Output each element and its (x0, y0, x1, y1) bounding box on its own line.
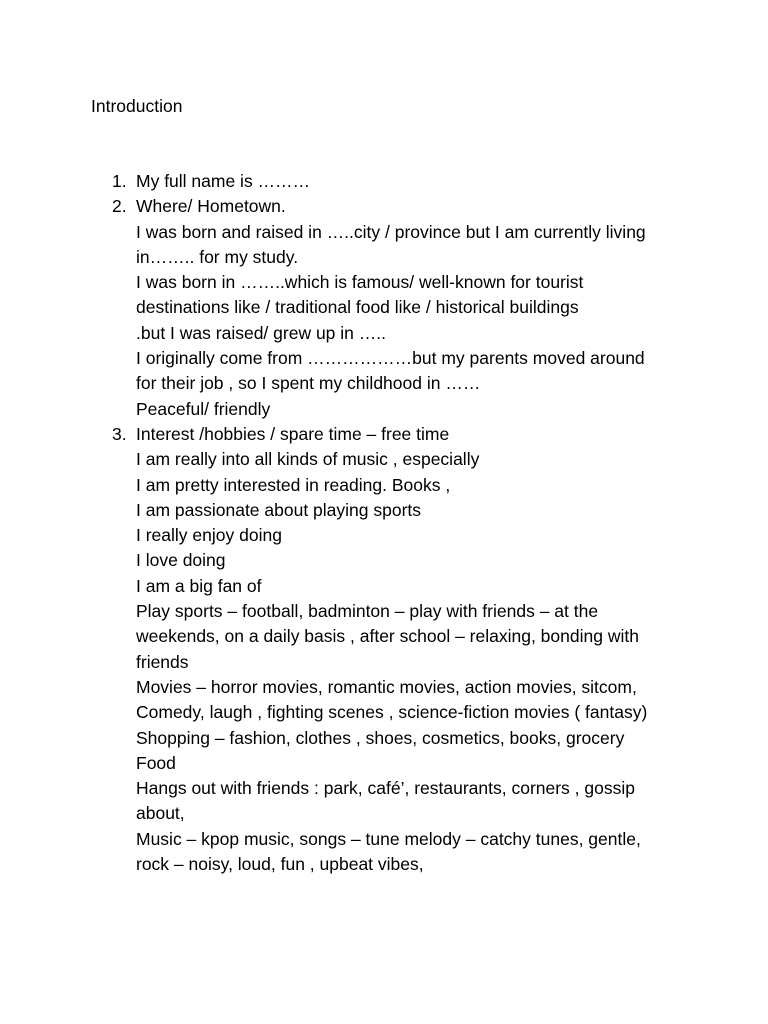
text-line: I really enjoy doing (136, 525, 282, 546)
text-line: Where/ Hometown. (136, 196, 286, 217)
text-line: I was born in ……..which is famous/ well-known for tourist (136, 272, 584, 293)
text-line: I originally come from ………………but my parents moved around (136, 348, 645, 369)
text-line: Food (136, 752, 176, 773)
text-line: Shopping – fashion, clothes , shoes, cosmetics, books, grocery (136, 727, 625, 748)
text-line: I am a big fan of (136, 575, 262, 596)
text-line: for their job , so I spent my childhood in …… (136, 373, 481, 394)
text-line: Peaceful/ friendly (136, 398, 271, 419)
text-line: Play sports – football, badminton – play with friends – at the (136, 601, 599, 622)
text-line: I love doing (136, 550, 226, 571)
text-line: Interest /hobbies / spare time – free time (136, 423, 450, 444)
text-line: Comedy, laugh , fighting scenes , science-fiction movies ( fantasy) (136, 702, 648, 723)
text-line: about, (136, 803, 185, 824)
text-line: .but I was raised/ grew up in ….. (136, 322, 386, 343)
text-line: rock – noisy, loud, fun , upbeat vibes, (136, 854, 424, 875)
text-line: Movies – horror movies, romantic movies, action movies, sitcom, (136, 676, 637, 697)
list-item-2 (0, 194, 768, 422)
text-line: weekends, on a daily basis , after school – relaxing, bonding with (136, 626, 639, 647)
text-line: Music – kpop music, songs – tune melody – catchy tunes, gentle, (136, 828, 641, 849)
text-line: I was born and raised in …..city / province but I am currently living (136, 221, 646, 242)
list-item-number: 2. (112, 196, 127, 217)
text-line: in…….. for my study. (136, 246, 299, 267)
text-line: My full name is ……… (136, 171, 311, 191)
text-line: I am passionate about playing sports (136, 499, 422, 520)
text-line: I am pretty interested in reading. Books , (136, 474, 451, 495)
numbered-list (0, 169, 768, 877)
document-title: Introduction (91, 96, 183, 116)
text-line: destinations like / traditional food like / historical buildings (136, 297, 579, 318)
list-item-number: 3. (112, 423, 127, 444)
list-item-1 (0, 169, 768, 194)
text-line: friends (136, 651, 189, 672)
text-line: I am really into all kinds of music , especially (136, 449, 480, 470)
list-item-number: 1. (112, 171, 127, 191)
list-item-3 (0, 422, 768, 877)
text-line: Hangs out with friends : park, café’, restaurants, corners , gossip (136, 778, 635, 799)
